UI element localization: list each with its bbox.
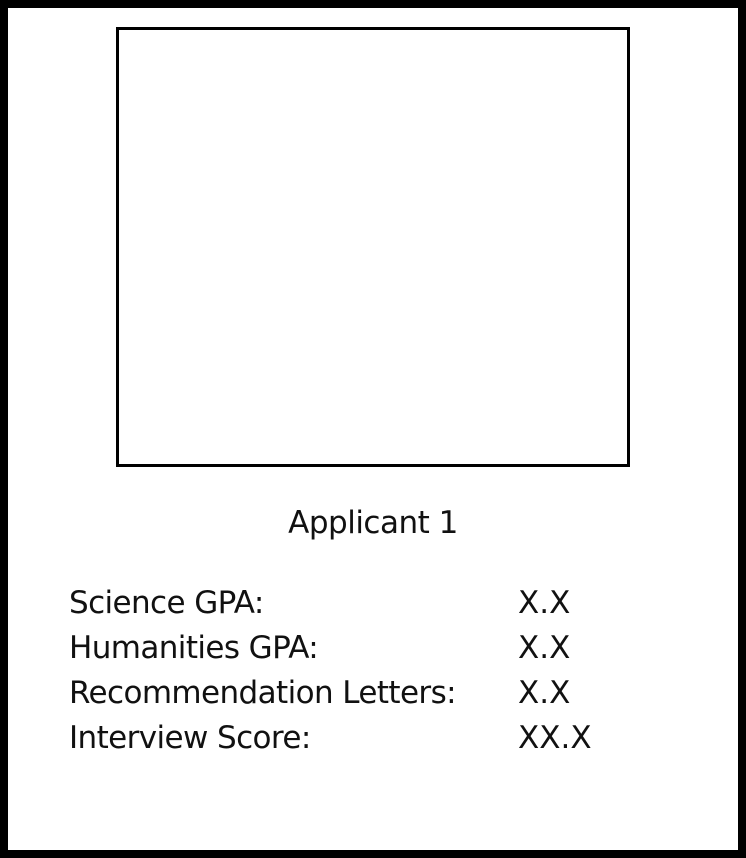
stat-value: X.X (518, 675, 571, 711)
stat-value: X.X (518, 630, 571, 666)
photo-placeholder (116, 27, 630, 467)
stat-label: Interview Score: (69, 720, 311, 756)
applicant-name: Applicant 1 (288, 505, 458, 541)
stat-row-science-gpa (69, 581, 669, 626)
stat-label: Recommendation Letters: (69, 675, 456, 711)
stat-row-interview-score (69, 716, 669, 761)
stats-list (69, 581, 669, 761)
stat-label: Humanities GPA: (69, 630, 319, 666)
stat-label: Science GPA: (69, 585, 264, 621)
stat-row-humanities-gpa (69, 626, 669, 671)
stat-row-recommendation-letters (69, 671, 669, 716)
stat-value: XX.X (518, 720, 592, 756)
stat-value: X.X (518, 585, 571, 621)
